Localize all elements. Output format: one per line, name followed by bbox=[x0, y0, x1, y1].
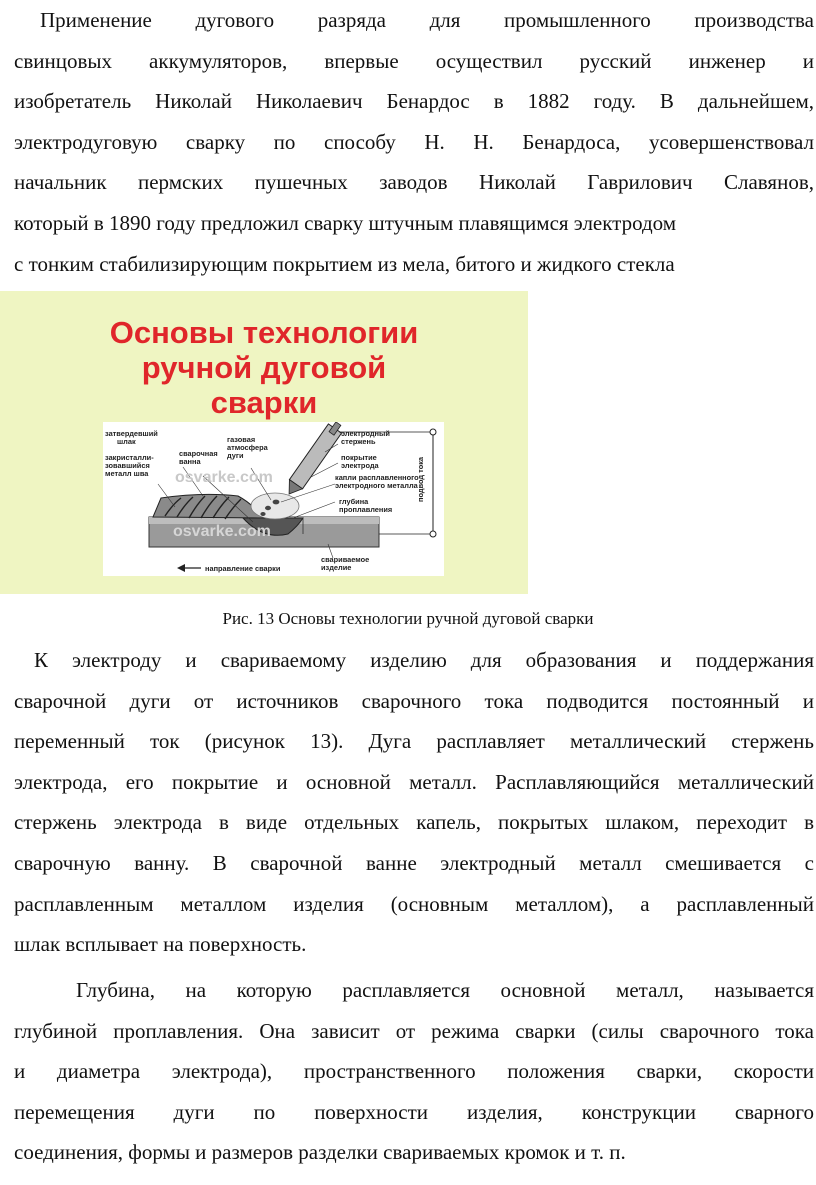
molten-drop bbox=[265, 506, 271, 510]
text-line: свинцовых аккумуляторов, впервые осуществил русский инженер и bbox=[14, 48, 814, 73]
figure-title-line: Основы технологии bbox=[109, 315, 419, 350]
terminal bbox=[430, 531, 436, 537]
watermark: osvarke.com bbox=[173, 523, 271, 540]
text-line: глубиной проплавления. Она зависит от режима сварки (силы сварочного тока bbox=[14, 1018, 814, 1043]
text-line: который в 1890 году предложил сварку штучным плавящимся электродом bbox=[14, 210, 677, 235]
text-line: шлак всплывает на поверхность. bbox=[14, 932, 307, 957]
welding-direction-label: направление сварки bbox=[205, 564, 281, 573]
intro-paragraph bbox=[14, 0, 814, 284]
arc-atmosphere bbox=[251, 493, 299, 519]
gas-atmosphere-label: газовая атмосфера дуги bbox=[227, 435, 268, 460]
text-line: расплавленным металлом изделия (основным металлом), а расплавленный bbox=[14, 891, 814, 916]
text-line: электрода, его покрытие и основной металл. Расплавляющийся металлический bbox=[14, 769, 814, 794]
body-paragraph bbox=[14, 970, 814, 1173]
welding-figure bbox=[0, 291, 528, 594]
text-line: Глубина, на которую расплавляется основной металл, называется bbox=[76, 978, 814, 1002]
direction-arrowhead bbox=[177, 564, 185, 572]
hardened-slag-label: затвердевший шлак bbox=[105, 429, 158, 446]
electrode-coating-label: покрытие электрода bbox=[341, 453, 379, 470]
watermark: osvarke.com bbox=[175, 469, 273, 486]
electrode-rod-label: электродный стержень bbox=[341, 429, 390, 446]
current-supply-label: подвод тока bbox=[416, 456, 425, 502]
workpiece-label: свариваемое изделие bbox=[321, 555, 370, 572]
text-line: сварочной дуги от источников сварочного тока подводится постоянный и bbox=[14, 688, 814, 713]
molten-drops-label: капли расплавленного электродного металла bbox=[335, 473, 419, 490]
crystallized-metal-label: закристалли- зовавшийся металл шва bbox=[105, 453, 154, 478]
figure-title bbox=[0, 315, 528, 420]
text-line: изобретатель Николай Николаевич Бенардос в 1882 году. В дальнейшем, bbox=[14, 89, 814, 114]
text-line: соединения, формы и размеров разделки свариваемых кромок и т. п. bbox=[14, 1140, 626, 1165]
molten-drop bbox=[260, 512, 265, 516]
figure-title-line: сварки bbox=[210, 385, 318, 420]
terminal bbox=[430, 429, 436, 435]
text-line: сварочную ванну. В сварочной ванне электродный металл смешивается с bbox=[14, 850, 814, 875]
penetration-depth-label: глубина проплавления bbox=[339, 497, 393, 514]
text-line: начальник пермских пушечных заводов Николай Гаврилович Славянов, bbox=[14, 170, 814, 195]
text-line: переменный ток (рисунок 13). Дуга расплавляет металлический стержень bbox=[14, 729, 814, 754]
text-line: перемещения дуги по поверхности изделия, конструкции сварного bbox=[14, 1099, 814, 1124]
weld-pool-label: сварочная ванна bbox=[179, 449, 218, 466]
figure-title-line: ручной дуговой bbox=[141, 350, 387, 385]
molten-drop bbox=[273, 500, 280, 505]
text-line: стержень электрода в виде отдельных капель, покрытых шлаком, переходит в bbox=[14, 810, 814, 835]
text-line: К электроду и свариваемому изделию для образования и поддержания bbox=[34, 648, 814, 672]
text-line: и диаметра электрода), пространственного положения сварки, скорости bbox=[14, 1059, 814, 1084]
text-line: Применение дугового разряда для промышленного производства bbox=[40, 8, 814, 32]
welding-diagram bbox=[103, 422, 444, 576]
text-line: с тонким стабилизирующим покрытием из мела, битого и жидкого стекла bbox=[14, 251, 675, 276]
figure-caption: Рис. 13 Основы технологии ручной дуговой сварки bbox=[222, 609, 594, 628]
body-paragraph bbox=[14, 640, 814, 965]
text-line: электродуговую сварку по способу Н. Н. Бенардоса, усовершенствовал bbox=[14, 129, 814, 154]
welding-diagram-svg bbox=[103, 422, 444, 576]
